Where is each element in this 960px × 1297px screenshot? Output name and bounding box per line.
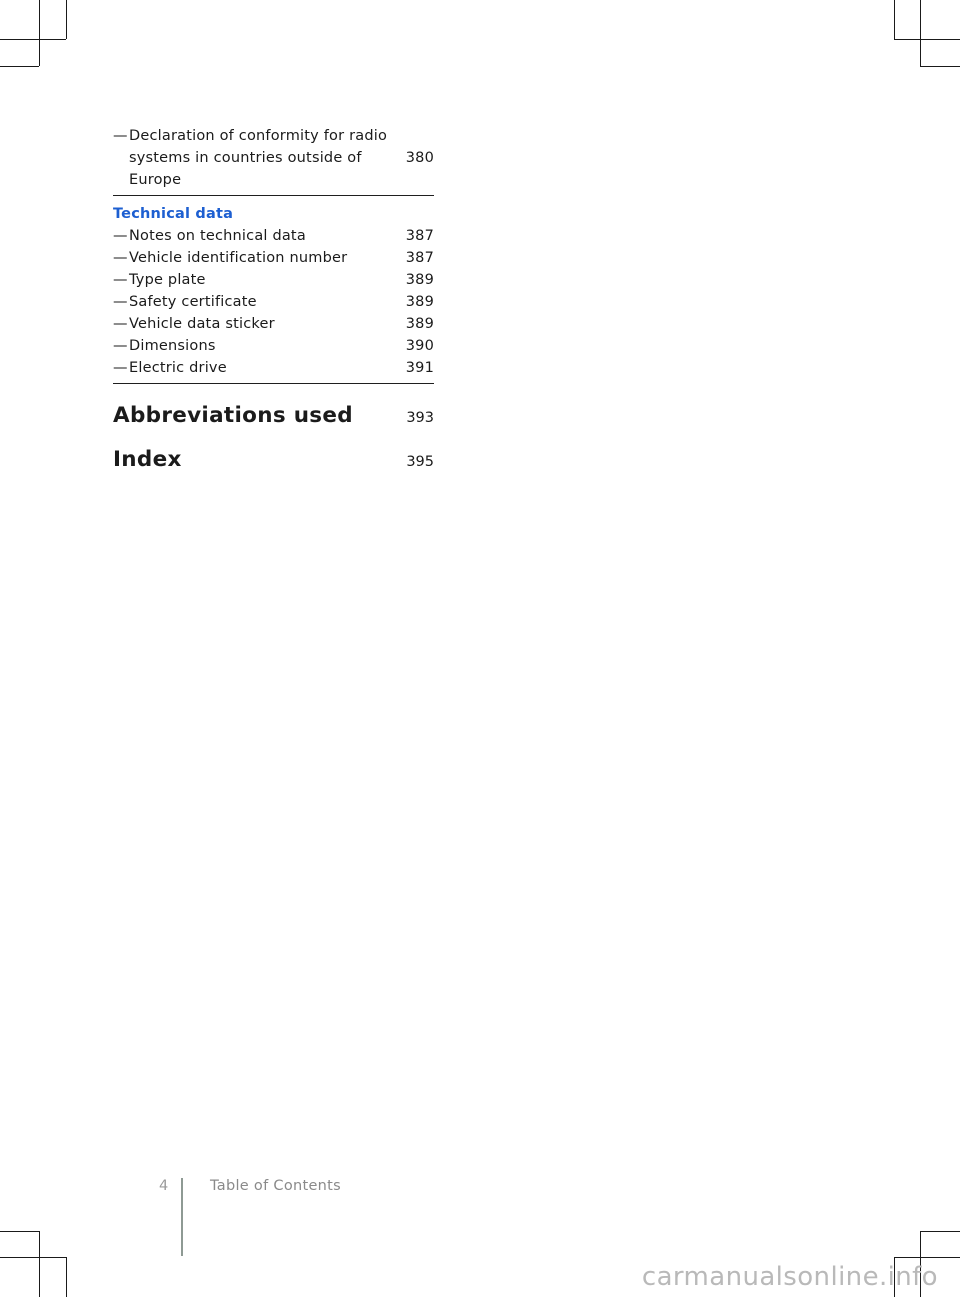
crop-mark-top-left-h <box>0 39 66 40</box>
footer-section-title: Table of Contents <box>210 1178 342 1194</box>
entry-label: Notes on technical data <box>129 228 306 244</box>
entry-label: Dimensions <box>129 338 216 354</box>
footer-page-number: 4 <box>159 1178 169 1194</box>
toc-entry[interactable] <box>113 335 434 357</box>
crop-mark-top-right-h2 <box>920 66 960 67</box>
entry-page-number: 387 <box>405 250 434 266</box>
watermark: carmanualsonline.info <box>641 1262 938 1292</box>
crop-mark-bottom-left-v <box>39 1231 40 1297</box>
toc-entry[interactable] <box>113 269 434 291</box>
entry-page-number: 389 <box>405 316 434 332</box>
entry-label: Safety certificate <box>129 294 257 310</box>
crop-mark-bottom-left-h2 <box>0 1257 66 1258</box>
toc-entry[interactable] <box>113 357 434 379</box>
crop-mark-top-left-v2 <box>66 0 67 39</box>
entry-dash: — <box>113 128 128 144</box>
chapter-page-number: 393 <box>406 410 434 426</box>
toc-chapter-index[interactable] <box>113 447 434 472</box>
crop-mark-bottom-right-h <box>920 1231 960 1232</box>
entry-label: Declaration of conformity for radio <box>129 128 388 144</box>
table-of-contents <box>113 125 434 472</box>
crop-mark-bottom-right-h2 <box>894 1257 960 1258</box>
chapter-page-number: 395 <box>406 454 434 470</box>
entry-page-number: 389 <box>405 272 434 288</box>
divider <box>113 383 434 384</box>
entry-label: Vehicle data sticker <box>129 316 275 332</box>
chapter-title: Abbreviations used <box>113 403 353 428</box>
crop-mark-top-right-h <box>894 39 960 40</box>
toc-entry[interactable] <box>113 247 434 269</box>
toc-entry-conformity-cont[interactable] <box>113 147 434 191</box>
section-heading-technical-data[interactable]: Technical data <box>113 206 234 222</box>
toc-entry[interactable] <box>113 313 434 335</box>
entry-page-number: 389 <box>405 294 434 310</box>
entry-label: Electric drive <box>129 360 227 376</box>
entry-label: Vehicle identification number <box>129 250 348 266</box>
crop-mark-top-left-h2 <box>0 66 39 67</box>
entry-page-number: 380 <box>405 150 434 166</box>
crop-mark-top-right-v <box>920 0 921 66</box>
toc-chapter-abbreviations[interactable] <box>113 403 434 428</box>
divider <box>113 195 434 196</box>
crop-mark-top-left-v <box>39 0 40 66</box>
entry-dash: — <box>113 272 128 288</box>
toc-entry-conformity[interactable] <box>113 125 434 147</box>
technical-data-list <box>113 225 434 379</box>
footer-divider-bar <box>181 1178 183 1256</box>
entry-dash: — <box>113 294 128 310</box>
entry-dash: — <box>113 316 128 332</box>
entry-dash: — <box>113 360 128 376</box>
toc-entry[interactable] <box>113 225 434 247</box>
entry-page-number: 387 <box>405 228 434 244</box>
crop-mark-bottom-left-h <box>0 1231 39 1232</box>
entry-label: systems in countries outside of Europe <box>129 150 362 188</box>
entry-page-number: 390 <box>405 338 434 354</box>
toc-entry[interactable] <box>113 291 434 313</box>
chapter-title: Index <box>113 447 182 472</box>
crop-mark-top-right-v2 <box>894 0 895 39</box>
crop-mark-bottom-left-v2 <box>66 1257 67 1297</box>
entry-dash: — <box>113 228 128 244</box>
entry-label: Type plate <box>129 272 206 288</box>
entry-dash: — <box>113 338 128 354</box>
entry-page-number: 391 <box>405 360 434 376</box>
entry-dash: — <box>113 250 128 266</box>
